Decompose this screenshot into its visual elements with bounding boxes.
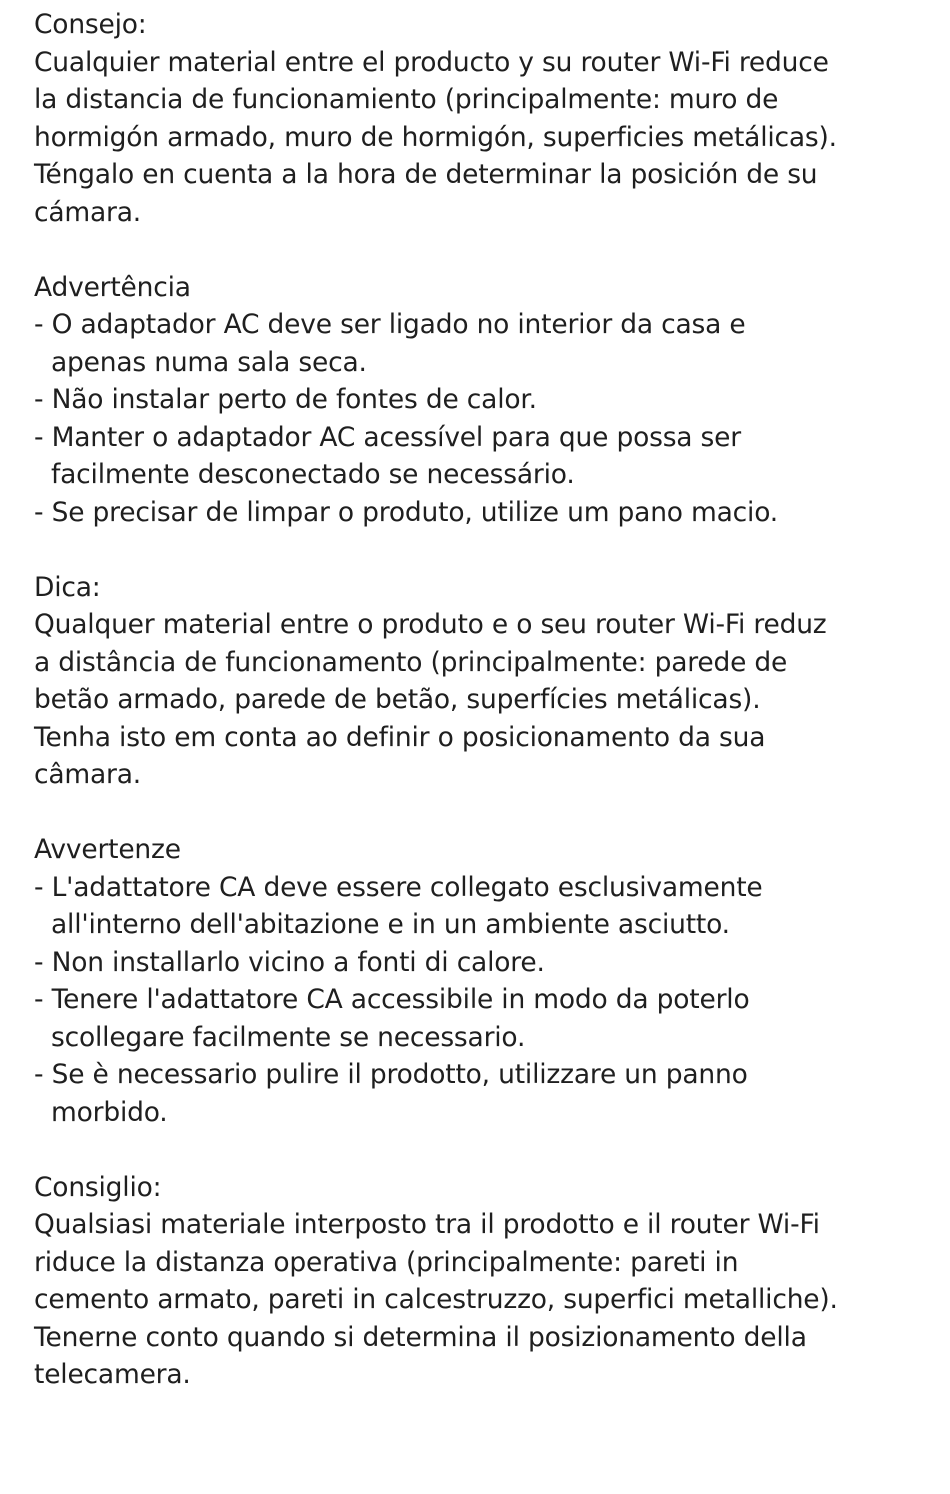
bullet-text: - Manter o adaptador AC acessível para que possa ser [34,421,741,453]
section-heading: Avvertenze [34,834,181,865]
paragraph-line: a distância de funcionamento (principalmente: parede de [34,646,788,678]
bullet-continuation: facilmente desconectado se necessário. [51,459,575,490]
bullet-item [34,1056,934,1131]
section-heading: Advertência [34,271,191,303]
bullet-continuation: apenas numa sala seca. [51,346,367,378]
bullet-text: - O adaptador AC deve ser ligado no interior da casa e [34,309,746,340]
bullet-item [34,981,934,1056]
bullet-text: - Se è necessario pulire il prodotto, utilizzare un panno [34,1059,748,1090]
bullet-item [34,944,934,982]
section-avvertenze [34,831,934,1131]
paragraph-line: Cualquier material entre el producto y su router Wi-Fi reduce [34,46,829,78]
section-dica [34,569,934,794]
paragraph-line: Qualquer material entre o produto e o seu router Wi-Fi reduz [34,609,827,640]
section-heading: Consiglio: [34,1171,162,1203]
bullet-text: - L'adattatore CA deve essere collegato esclusivamente [34,871,763,903]
paragraph-line: betão armado, parede de betão, superfícies metálicas). [34,684,761,715]
paragraph-line: cámara. [34,196,142,228]
paragraph-line: telecamera. [34,1359,191,1390]
paragraph-line: riduce la distanza operativa (principalmente: pareti in [34,1246,739,1278]
section-consiglio [34,1169,934,1394]
bullet-continuation: all'interno dell'abitazione e in un ambiente asciutto. [51,909,730,940]
paragraph-line: Téngalo en cuenta a la hora de determinar la posición de su [34,159,818,190]
section-heading: Dica: [34,571,101,603]
bullet-text: - Se precisar de limpar o produto, utilize um pano macio. [34,496,778,528]
paragraph-line: cemento armato, pareti in calcestruzzo, superfici metalliche). [34,1284,838,1315]
bullet-continuation: scollegare facilmente se necessario. [51,1021,526,1053]
paragraph-line: Tenha isto em conta ao definir o posicionamento da sua [34,721,766,753]
bullet-item [34,381,934,419]
paragraph-line: câmara. [34,759,142,790]
bullet-item [34,869,934,944]
section-heading: Consejo: [34,9,147,40]
paragraph-line: Tenerne conto quando si determina il posizionamento della [34,1321,807,1353]
manual-page [34,6,934,1431]
paragraph-line: hormigón armado, muro de hormigón, superficies metálicas). [34,121,837,153]
bullet-item [34,494,934,532]
bullet-text: - Não instalar perto de fontes de calor. [34,384,537,415]
bullet-item [34,419,934,494]
section-consejo [34,6,934,231]
bullet-text: - Non installarlo vicino a fonti di calore. [34,946,545,978]
paragraph-line: Qualsiasi materiale interposto tra il prodotto e il router Wi-Fi [34,1209,820,1240]
section-advertencia [34,269,934,532]
paragraph-line: la distancia de funcionamiento (principalmente: muro de [34,84,779,115]
bullet-continuation: morbido. [51,1096,168,1128]
bullet-item [34,306,934,381]
bullet-text: - Tenere l'adattatore CA accessibile in modo da poterlo [34,984,750,1015]
